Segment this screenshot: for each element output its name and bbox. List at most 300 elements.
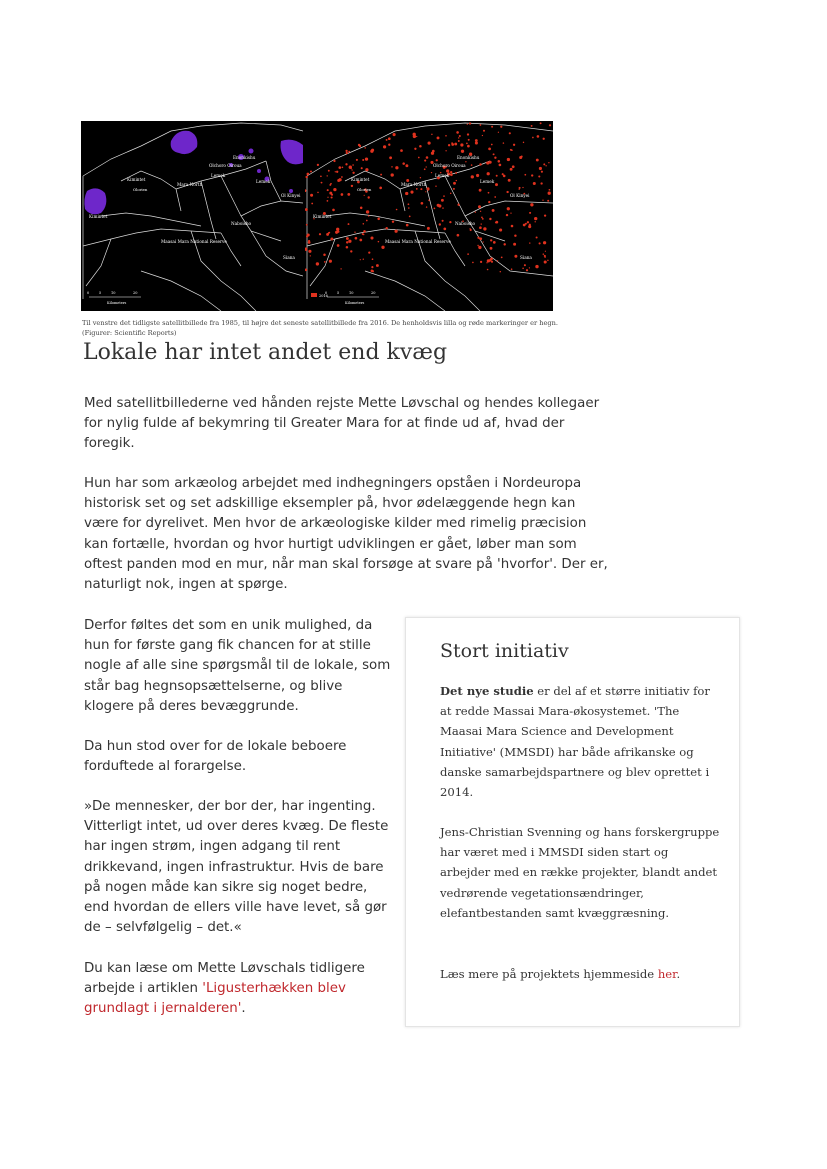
svg-text:Lemek: Lemek <box>435 173 450 178</box>
paragraph-6-prefix: Du kan læse om Mette Løvschals tidligere arbejde i artiklen <box>84 961 365 997</box>
factbox-paragraph-3 <box>440 964 720 984</box>
fence-marker <box>310 194 313 197</box>
fence-marker <box>490 247 493 250</box>
svg-text:Maasai Mara National Reserve: Maasai Mara National Reserve <box>161 239 227 244</box>
fence-marker <box>371 269 374 272</box>
svg-text:10: 10 <box>349 291 354 295</box>
svg-text:Ol Kinyei: Ol Kinyei <box>281 193 301 198</box>
fence-marker <box>364 147 366 149</box>
fence-marker <box>327 200 329 202</box>
svg-text:2016: 2016 <box>319 294 328 298</box>
fence-marker <box>539 242 541 244</box>
fence-marker <box>526 269 528 271</box>
svg-text:Kimintet: Kimintet <box>313 214 332 219</box>
fence-marker <box>544 214 546 216</box>
fence-marker <box>396 209 398 211</box>
fence-marker <box>513 144 515 146</box>
fence-marker <box>408 203 410 205</box>
fence-marker <box>486 262 487 263</box>
svg-text:0: 0 <box>325 291 328 295</box>
fence-marker <box>420 188 422 190</box>
fence-marker <box>393 133 396 136</box>
fence-marker <box>540 122 542 124</box>
fence-marker <box>420 177 421 178</box>
fence-marker <box>457 234 460 237</box>
article-link[interactable]: 'Ligusterhækken blev grundlagt i jernalderen' <box>84 981 346 1017</box>
fence-marker <box>472 262 474 264</box>
fence-marker <box>492 209 495 212</box>
fence-marker <box>370 150 373 153</box>
fence-marker <box>478 246 481 249</box>
fence-marker <box>475 139 478 142</box>
fence-marker <box>400 149 403 152</box>
fence-marker <box>532 137 534 139</box>
fence-marker <box>363 230 366 233</box>
fence-marker <box>340 268 341 269</box>
fence-marker <box>336 171 338 173</box>
fence-marker <box>328 232 330 234</box>
fence-marker <box>527 221 529 223</box>
fence-marker <box>467 133 469 135</box>
fence-marker <box>533 182 536 185</box>
fence-marker <box>346 237 349 240</box>
fence-marker <box>510 168 513 171</box>
fence-marker <box>475 212 476 213</box>
fence-marker <box>489 161 492 164</box>
fence-marker <box>507 207 510 210</box>
fence-marker <box>534 217 537 220</box>
fence-marker <box>345 150 347 152</box>
fence-marker <box>409 216 411 218</box>
fence-marker <box>352 172 354 174</box>
fence-marker <box>541 171 543 173</box>
fence-marker <box>488 201 490 203</box>
fence-marker <box>543 241 546 244</box>
fence-marker <box>487 172 490 175</box>
fence-marker <box>503 175 506 178</box>
fence-marker <box>483 227 486 230</box>
fence-marker <box>523 224 526 227</box>
fence-marker <box>500 126 502 128</box>
fence-marker <box>477 237 479 239</box>
fence-marker <box>544 260 547 263</box>
fence-marker <box>456 180 457 181</box>
fence-marker <box>358 144 360 146</box>
svg-text:Kimintet: Kimintet <box>127 177 146 182</box>
fence-marker <box>308 250 311 253</box>
fence-marker <box>329 192 332 195</box>
paragraph-6-suffix: . <box>241 1001 246 1017</box>
fence-marker <box>439 223 441 225</box>
fence-marker <box>489 259 492 262</box>
fence-marker <box>481 217 483 219</box>
fence-marker <box>513 243 516 246</box>
figure-caption: Til venstre det tidligste satellitbillede fra 1985, til højre det seneste satellitbillede fra 2016. De henholdsvis lilla og røde markeringer er hegn. (Figurer: Scientific Reports) <box>82 319 558 337</box>
fence-marker <box>500 271 501 272</box>
fence-marker <box>372 258 374 260</box>
fence-marker <box>506 214 508 216</box>
fence-marker <box>494 196 496 198</box>
svg-text:Enonkishu: Enonkishu <box>457 155 480 160</box>
fence-marker <box>317 192 319 194</box>
fence-marker <box>431 172 432 173</box>
fence-marker <box>327 175 328 176</box>
fence-marker <box>495 222 496 223</box>
fence-marker <box>537 135 540 138</box>
svg-text:10: 10 <box>111 291 116 295</box>
fence-marker <box>333 160 335 162</box>
fence-marker <box>535 265 538 268</box>
fence-marker <box>359 239 362 242</box>
fence-marker <box>364 195 365 196</box>
fence-marker <box>493 241 496 244</box>
fence-marker <box>548 192 551 195</box>
fence-marker <box>370 236 373 239</box>
fence-marker <box>363 259 364 260</box>
fence-marker <box>395 166 398 169</box>
svg-text:Olorien: Olorien <box>133 187 148 192</box>
fence-marker <box>530 203 533 206</box>
fence-marker <box>491 144 493 146</box>
fence-marker <box>529 267 530 268</box>
fence-marker <box>307 233 310 236</box>
fence-marker <box>467 124 468 125</box>
fence-marker <box>405 192 408 195</box>
fence-marker <box>352 164 354 166</box>
fence-marker <box>327 189 329 191</box>
svg-text:Lemek: Lemek <box>211 173 226 178</box>
fence-marker <box>454 143 457 146</box>
fence-marker <box>495 183 498 186</box>
fence-marker <box>481 223 482 224</box>
fence-marker <box>311 203 313 205</box>
svg-text:5: 5 <box>99 291 102 295</box>
fence-marker <box>328 170 330 172</box>
fence-marker <box>471 175 474 178</box>
fence-marker <box>419 145 422 148</box>
fence-marker <box>497 260 498 261</box>
factbox <box>405 617 740 1027</box>
fence-marker <box>310 255 311 256</box>
fence-marker <box>488 192 490 194</box>
svg-text:Kimintet: Kimintet <box>351 177 370 182</box>
fence-marker <box>413 133 416 136</box>
fence-marker <box>475 141 478 144</box>
svg-text:Kimintet: Kimintet <box>89 214 108 219</box>
fence-marker <box>506 191 508 193</box>
fence-marker <box>386 139 388 141</box>
svg-text:Naboisho: Naboisho <box>231 221 252 226</box>
paragraph-4: Da hun stod over for de lokale beboere forduftede al forargelse. <box>84 739 347 775</box>
fence-marker <box>306 224 308 226</box>
fence-marker <box>381 246 384 249</box>
fence-marker <box>335 171 336 172</box>
fence-marker <box>427 227 430 230</box>
fence-marker <box>545 165 546 166</box>
fence-marker <box>479 237 482 240</box>
svg-text:Siana: Siana <box>520 255 532 260</box>
fence-marker <box>482 135 483 136</box>
fence-marker <box>535 221 536 222</box>
fence-marker <box>511 268 513 270</box>
fence-marker <box>421 202 424 205</box>
fence-marker <box>490 239 492 241</box>
fence-marker <box>498 132 499 133</box>
fence-marker <box>385 227 387 229</box>
fence-marker <box>442 207 443 208</box>
svg-text:Kilometers: Kilometers <box>107 301 127 305</box>
fence-marker <box>341 193 344 196</box>
svg-text:Maasai Mara National Reserve: Maasai Mara National Reserve <box>385 239 451 244</box>
fence-marker <box>319 233 321 235</box>
svg-text:Kilometers: Kilometers <box>345 301 365 305</box>
fence-marker <box>536 236 538 238</box>
fence-marker <box>388 137 391 140</box>
fence-marker <box>371 266 373 268</box>
fence-marker <box>493 153 495 155</box>
fence-marker <box>349 166 352 169</box>
fence-marker <box>341 176 343 178</box>
fence-marker <box>544 256 546 258</box>
fence-marker <box>539 167 542 170</box>
fence-marker <box>467 253 469 255</box>
fence-marker <box>348 151 350 153</box>
fence-marker <box>366 220 368 222</box>
fence-marker <box>442 220 444 222</box>
fence-marker <box>365 168 368 171</box>
fence-marker <box>458 137 459 138</box>
fence-marker <box>467 145 470 148</box>
fence-marker <box>368 251 370 253</box>
svg-text:Mara North: Mara North <box>401 182 427 187</box>
fence-marker <box>499 228 502 231</box>
fence-marker <box>549 189 551 191</box>
fence-marker <box>496 175 498 177</box>
fence-marker <box>406 224 409 227</box>
fence-marker <box>524 264 526 266</box>
fence-marker <box>470 229 472 231</box>
fence-marker <box>428 200 430 202</box>
factbox-p3-prefix: Læs mere på projektets hjemmeside <box>440 967 658 981</box>
fence-marker <box>451 142 453 144</box>
fence-marker <box>416 188 418 190</box>
fence-marker <box>428 142 431 145</box>
fence-marker <box>519 187 521 189</box>
fence-marker <box>329 260 332 263</box>
fence-marker <box>378 241 380 243</box>
fence-marker <box>468 139 470 141</box>
fence-marker <box>366 210 369 213</box>
fence-marker <box>545 251 546 252</box>
fence-marker <box>351 185 353 187</box>
paragraph-5-quote: »De mennesker, der bor der, har ingenting. Vitterligt intet, ud over deres kvæg. De fleste har ingen strøm, ingen adgang til rent drikkevand, ingen infrastruktur. Hvis de bare på nogen måde kan sikre sig noget bedre, end hvordan de ellers ville have levet, så gør de – selvfølgelig – det.« <box>84 799 389 936</box>
fence-marker <box>514 234 516 236</box>
fence-marker <box>351 169 352 170</box>
fence-marker <box>424 160 426 162</box>
fence-marker <box>536 159 539 162</box>
fence-marker <box>503 243 505 245</box>
fence-marker <box>460 143 463 146</box>
paragraph-6 <box>84 959 396 1020</box>
fence-marker <box>479 189 482 192</box>
fence-marker <box>383 145 386 148</box>
fence-marker <box>499 164 502 167</box>
fence-marker <box>336 228 339 231</box>
fence-marker <box>361 167 363 169</box>
fence-marker <box>434 208 436 210</box>
map-2016 <box>305 121 553 311</box>
fence-marker <box>316 262 319 265</box>
fence-marker <box>305 189 306 192</box>
fence-marker <box>443 228 446 231</box>
factbox-p1-text: er del af et større initiativ for at redde Massai Mara-økosystemet. 'The Maasai Mara Science and Development Initiative' (MMSDI) har både afrikanske og danske samarbejdspartnere og blev oprettet i 2014. <box>440 684 710 800</box>
fence-marker <box>327 197 328 198</box>
fence-marker <box>362 233 364 235</box>
fence-marker <box>476 174 479 177</box>
fence-marker <box>431 134 432 135</box>
fence-marker <box>438 204 441 207</box>
fence-marker <box>469 122 471 124</box>
fence-marker <box>521 156 523 158</box>
fence-marker <box>477 245 478 246</box>
fence-marker <box>542 200 543 201</box>
fence-marker <box>379 187 382 190</box>
fence-marker <box>426 206 427 207</box>
fence-marker <box>418 157 420 159</box>
fence-marker <box>529 242 530 243</box>
fence-marker <box>435 185 436 186</box>
fence-marker <box>368 215 370 217</box>
fence-marker <box>416 136 417 137</box>
fence-marker <box>443 195 445 197</box>
fence-marker <box>333 188 336 191</box>
svg-text:Ol Kinyei: Ol Kinyei <box>510 193 530 198</box>
fence-marker <box>317 164 319 166</box>
fence-marker <box>450 174 453 177</box>
fence-marker <box>326 233 329 236</box>
fence-marker <box>437 136 440 139</box>
fence-marker <box>342 166 344 168</box>
fence-marker <box>510 212 511 213</box>
fence-marker <box>441 199 444 202</box>
fence-marker <box>347 193 350 196</box>
fence-marker <box>391 166 392 167</box>
fence-marker <box>508 179 511 182</box>
fence-marker <box>345 163 347 165</box>
fence-marker <box>354 231 355 232</box>
fence-marker <box>543 253 545 255</box>
fence-marker <box>346 152 348 154</box>
fence-marker <box>471 164 473 166</box>
fence-marker <box>445 150 446 151</box>
fence-marker <box>453 188 455 190</box>
fence-marker <box>531 174 533 176</box>
fence-marker <box>547 200 549 202</box>
fence-marker <box>482 218 484 220</box>
fence-marker <box>480 124 482 126</box>
factbox-p3-suffix: . <box>676 967 681 981</box>
fence-marker <box>376 264 379 267</box>
fence-marker <box>389 156 392 159</box>
fence-marker <box>337 179 340 182</box>
fence-marker <box>450 171 452 173</box>
fence-marker <box>425 191 426 192</box>
fence-marker <box>408 207 410 209</box>
fence-marker <box>531 125 533 127</box>
fence-marker <box>512 165 515 168</box>
svg-text:Olorien: Olorien <box>357 187 372 192</box>
fence-marker <box>455 172 457 174</box>
homepage-link[interactable]: her <box>657 967 677 981</box>
fence-marker <box>305 176 307 178</box>
fence-marker <box>330 238 333 241</box>
fence-marker <box>388 144 390 146</box>
section-heading: Lokale har intet andet end kvæg <box>83 340 448 365</box>
fence-marker <box>458 140 460 142</box>
fence-marker <box>391 173 394 176</box>
fence-marker <box>377 218 380 221</box>
fence-marker <box>365 157 368 160</box>
fence-marker <box>523 142 524 143</box>
fence-marker <box>511 225 514 228</box>
fence-marker <box>498 160 501 163</box>
svg-text:Lemek: Lemek <box>480 179 495 184</box>
paragraph-2: Hun har som arkæolog arbejdet med indhegningers opståen i Nordeuropa historisk set og set adskillige eksempler på, hvor ødelæggende hegn kan være for dyrelivet. Men hvor de arkæologiske kilder med rimelig præcision kan fortælle, hvordan og hvor hurtigt udviklingen er gået, løber man som oftest panden mod en mur, når man skal forsøge at svare på 'hvorfor'. Der er, naturligt nok, ingen at spørge. <box>84 476 608 593</box>
fence-marker <box>503 142 504 143</box>
fence-marker <box>514 255 517 258</box>
fence-marker <box>483 241 484 242</box>
fence-marker <box>426 156 429 159</box>
fence-marker <box>480 211 481 212</box>
fence-marker <box>538 175 540 177</box>
fence-marker <box>507 158 510 161</box>
fence-marker <box>337 244 340 247</box>
fence-marker <box>494 157 496 159</box>
fence-marker <box>426 166 427 167</box>
svg-text:Enonkishu: Enonkishu <box>233 155 256 160</box>
paragraph-1: Med satellitbillederne ved hånden rejste Mette Løvschal og hendes kollegaer for nylig fulde af bekymring til Greater Mara for at finde ud af, hvad der foregik. <box>84 396 600 452</box>
fence-marker <box>355 237 358 240</box>
fence-marker <box>320 175 322 177</box>
fence-marker <box>348 223 350 225</box>
svg-text:Mara North: Mara North <box>177 182 203 187</box>
fence-marker <box>380 174 382 176</box>
svg-text:20: 20 <box>371 291 376 295</box>
fence-marker <box>402 162 405 165</box>
fence-marker <box>449 221 451 223</box>
fence-marker <box>466 143 468 145</box>
fence-marker <box>331 196 333 198</box>
svg-text:5: 5 <box>337 291 340 295</box>
fence-marker <box>489 218 491 220</box>
fence-marker <box>405 164 408 167</box>
fence-marker <box>461 150 464 153</box>
fence-marker <box>543 163 545 165</box>
fence-marker <box>491 126 493 128</box>
map-1985 <box>81 121 303 311</box>
fence-marker <box>308 241 311 244</box>
fence-marker <box>348 240 351 243</box>
fence-marker <box>350 250 352 252</box>
fence-marker <box>329 184 331 186</box>
svg-text:20: 20 <box>133 291 138 295</box>
fence-marker <box>424 168 426 170</box>
fence-marker <box>549 124 551 126</box>
factbox-paragraph-2: Jens-Christian Svenning og hans forskergruppe har været med i MMSDI siden start og arbejder med en række projekter, blandt andet vedrørende vegetationsændringer, elefantbestanden samt kvæggræsning. <box>440 825 720 920</box>
svg-text:0: 0 <box>87 291 90 295</box>
fence-marker <box>547 260 548 261</box>
svg-text:Naboisho: Naboisho <box>455 221 476 226</box>
